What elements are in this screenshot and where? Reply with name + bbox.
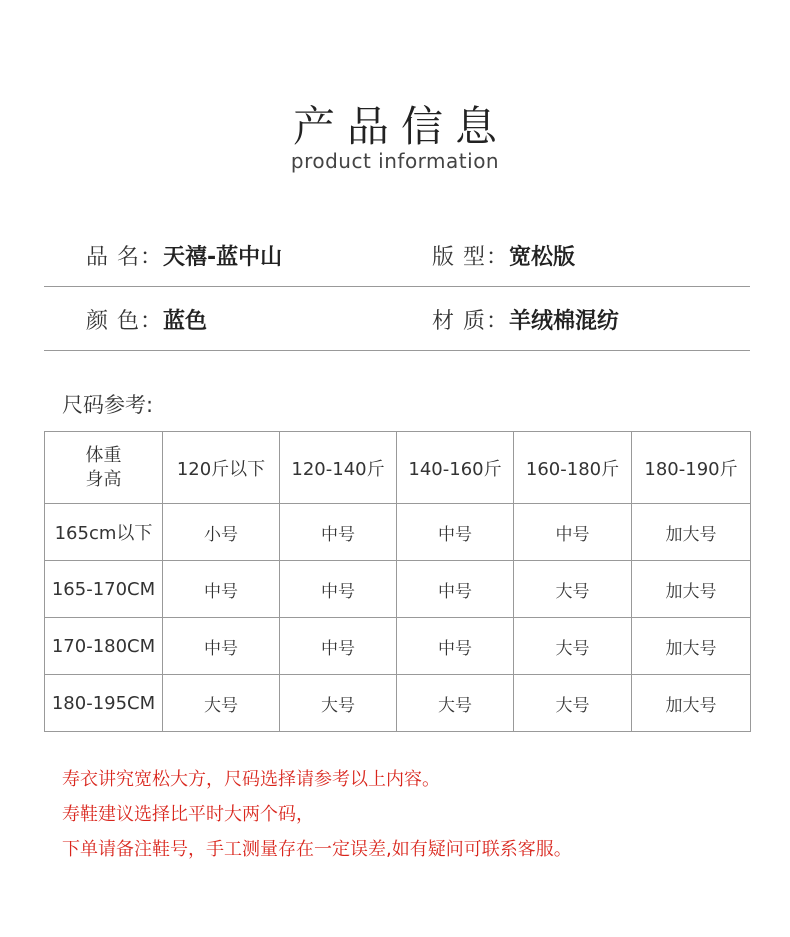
size-cell: 大号 [514, 675, 632, 732]
note-line: 下单请备注鞋号，手工测量存在一定误差,如有疑问可联系客服。 [62, 839, 572, 860]
height-row-header: 170-180CM [45, 618, 163, 675]
corner-weight-label: 体重 [85, 444, 122, 466]
info-label: 版 型： [432, 245, 509, 270]
page-title: 产品信息 [292, 102, 509, 151]
info-label: 颜 色： [86, 309, 163, 334]
height-row-header: 165-170CM [45, 561, 163, 618]
size-cell: 大号 [163, 675, 280, 732]
info-color [86, 304, 207, 335]
page-subtitle: product information [290, 149, 500, 173]
size-cell: 加大号 [632, 561, 751, 618]
weight-column-header: 160-180斤 [514, 432, 632, 504]
info-row-2 [44, 286, 750, 351]
size-cell: 大号 [397, 675, 514, 732]
info-material [432, 304, 619, 335]
table-corner-cell [45, 432, 163, 504]
size-chart-table [44, 431, 751, 732]
info-label: 材 质： [432, 309, 509, 334]
size-cell: 中号 [397, 504, 514, 561]
corner-height-label: 身高 [85, 468, 122, 490]
size-cell: 加大号 [632, 504, 751, 561]
size-cell: 中号 [280, 618, 397, 675]
info-label: 品 名： [86, 245, 163, 270]
table-row [45, 504, 751, 561]
size-cell: 加大号 [632, 675, 751, 732]
size-chart-title: 尺码参考: [62, 393, 154, 417]
table-row [45, 561, 751, 618]
notes-block [62, 766, 572, 871]
info-value: 蓝色 [163, 309, 208, 334]
size-cell: 中号 [280, 504, 397, 561]
note-line: 寿鞋建议选择比平时大两个码， [62, 804, 314, 825]
info-value: 天禧-蓝中山 [163, 245, 283, 270]
size-cell: 中号 [397, 618, 514, 675]
size-cell: 中号 [163, 618, 280, 675]
size-cell: 中号 [163, 561, 280, 618]
height-row-header: 180-195CM [45, 675, 163, 732]
weight-column-header: 120斤以下 [163, 432, 280, 504]
size-cell: 大号 [514, 561, 632, 618]
table-row [45, 618, 751, 675]
size-cell: 中号 [280, 561, 397, 618]
size-cell: 大号 [280, 675, 397, 732]
size-cell: 中号 [397, 561, 514, 618]
table-row [45, 675, 751, 732]
info-row-1 [44, 222, 750, 287]
table-header-row [45, 432, 751, 504]
height-row-header: 165cm以下 [45, 504, 163, 561]
info-value: 宽松版 [509, 245, 576, 270]
size-cell: 小号 [163, 504, 280, 561]
size-cell: 加大号 [632, 618, 751, 675]
weight-column-header: 140-160斤 [397, 432, 514, 504]
note-line: 寿衣讲究宽松大方，尺码选择请参考以上内容。 [62, 769, 440, 790]
weight-column-header: 120-140斤 [280, 432, 397, 504]
info-value: 羊绒棉混纺 [509, 309, 620, 334]
size-cell: 中号 [514, 504, 632, 561]
info-product-name [86, 240, 282, 271]
size-cell: 大号 [514, 618, 632, 675]
info-fit [432, 240, 575, 271]
weight-column-header: 180-190斤 [632, 432, 751, 504]
